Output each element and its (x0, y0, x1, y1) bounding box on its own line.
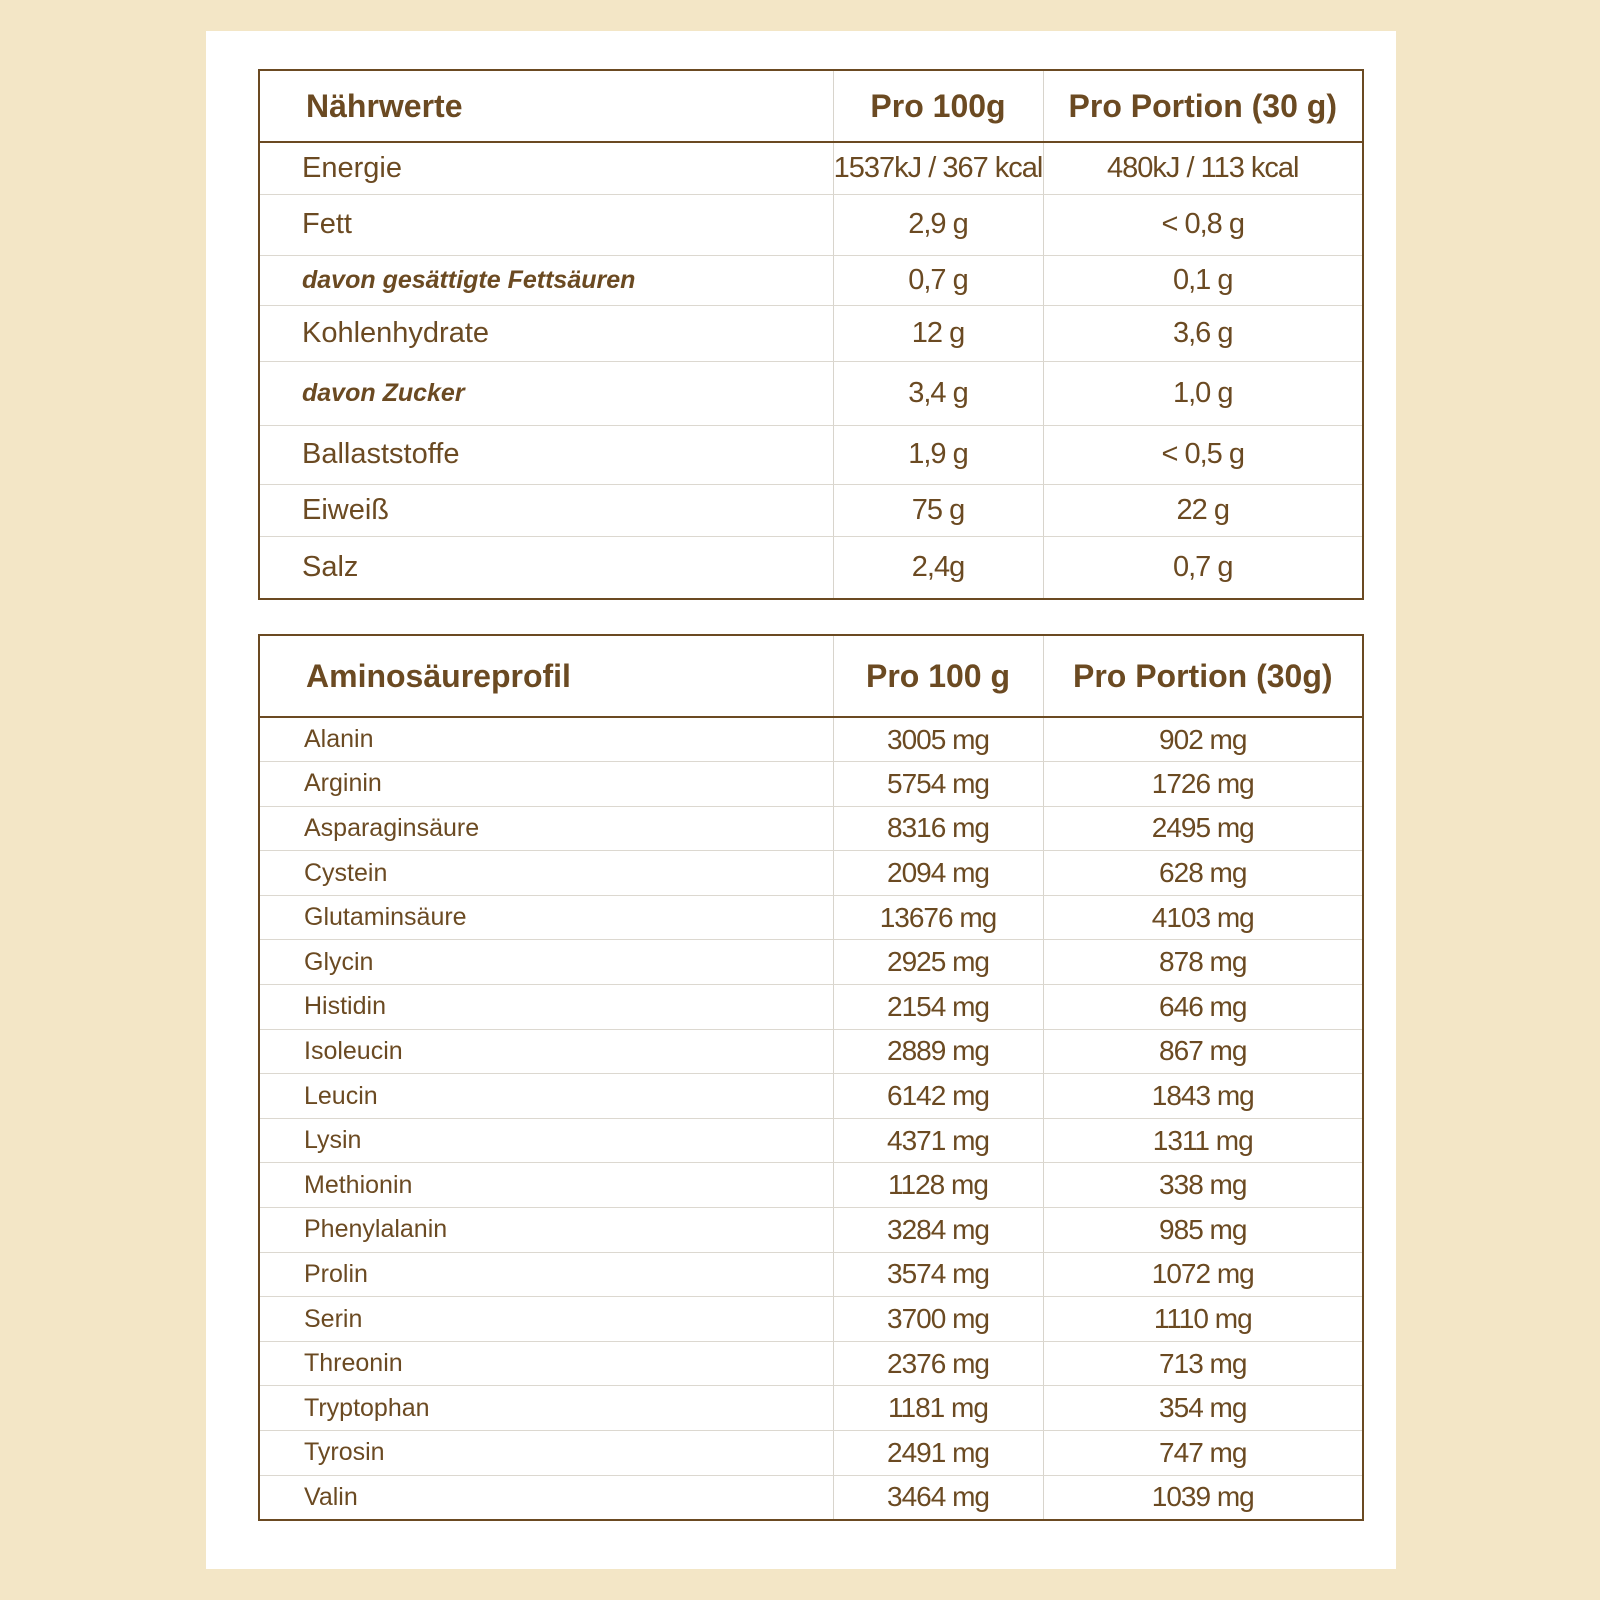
naehrwerte-header-row (259, 70, 1363, 142)
value-pro-100g: 2,9 g (833, 194, 1043, 255)
amino-acid-label: Histidin (259, 985, 833, 1030)
amino-acid-label: Tyrosin (259, 1431, 833, 1476)
value-pro-100g: 1128 mg (833, 1163, 1043, 1208)
value-pro-100g: 2925 mg (833, 940, 1043, 985)
aminosaeure-table (258, 634, 1364, 1521)
value-pro-100g: 4371 mg (833, 1118, 1043, 1163)
naehrwerte-row (259, 484, 1363, 536)
amino-acid-label: Arginin (259, 762, 833, 807)
amino-row (259, 940, 1363, 985)
amino-header-row (259, 635, 1363, 717)
value-pro-portion: 480kJ / 113 kcal (1043, 142, 1363, 194)
amino-acid-label: Prolin (259, 1252, 833, 1297)
value-pro-portion: 0,7 g (1043, 536, 1363, 599)
value-pro-100g: 1,9 g (833, 425, 1043, 484)
amino-acid-label: Serin (259, 1297, 833, 1342)
value-pro-portion: 1843 mg (1043, 1074, 1363, 1119)
value-pro-portion: < 0,8 g (1043, 194, 1363, 255)
amino-row (259, 1074, 1363, 1119)
amino-row (259, 851, 1363, 896)
value-pro-100g: 3,4 g (833, 361, 1043, 425)
amino-header-pro-100g: Pro 100 g (833, 635, 1043, 717)
amino-acid-label: Tryptophan (259, 1386, 833, 1431)
amino-row (259, 1163, 1363, 1208)
value-pro-portion: 2495 mg (1043, 806, 1363, 851)
amino-header-label: Aminosäureprofil (259, 635, 833, 717)
value-pro-portion: 747 mg (1043, 1431, 1363, 1476)
value-pro-portion: 713 mg (1043, 1341, 1363, 1386)
value-pro-portion: 646 mg (1043, 985, 1363, 1030)
naehrwerte-header-label: Nährwerte (259, 70, 833, 142)
nutrient-label: Fett (259, 194, 833, 255)
amino-body (259, 717, 1363, 1520)
value-pro-100g: 1181 mg (833, 1386, 1043, 1431)
value-pro-100g: 1537kJ / 367 kcal (833, 142, 1043, 194)
value-pro-100g: 2,4g (833, 536, 1043, 599)
value-pro-100g: 13676 mg (833, 895, 1043, 940)
value-pro-100g: 3284 mg (833, 1208, 1043, 1253)
value-pro-100g: 5754 mg (833, 762, 1043, 807)
nutrient-label: Ballaststoffe (259, 425, 833, 484)
value-pro-portion: 354 mg (1043, 1386, 1363, 1431)
value-pro-portion: 1110 mg (1043, 1297, 1363, 1342)
value-pro-100g: 75 g (833, 484, 1043, 536)
nutrient-label: Eiweiß (259, 484, 833, 536)
amino-row (259, 1208, 1363, 1253)
value-pro-100g: 12 g (833, 305, 1043, 361)
value-pro-portion: 1726 mg (1043, 762, 1363, 807)
value-pro-portion: 1311 mg (1043, 1118, 1363, 1163)
value-pro-100g: 3700 mg (833, 1297, 1043, 1342)
value-pro-portion: 338 mg (1043, 1163, 1363, 1208)
amino-header-pro-portion: Pro Portion (30g) (1043, 635, 1363, 717)
value-pro-portion: < 0,5 g (1043, 425, 1363, 484)
amino-acid-label: Methionin (259, 1163, 833, 1208)
naehrwerte-body (259, 142, 1363, 599)
amino-row (259, 1341, 1363, 1386)
nutrition-card (206, 31, 1396, 1569)
value-pro-100g: 3464 mg (833, 1475, 1043, 1520)
value-pro-portion: 1072 mg (1043, 1252, 1363, 1297)
amino-acid-label: Valin (304, 1482, 358, 1511)
value-pro-100g: 0,7 g (833, 255, 1043, 305)
amino-acid-label: Cystein (259, 851, 833, 896)
nutrient-label: davon gesättigte Fettsäuren (259, 255, 833, 305)
value-pro-portion: 867 mg (1043, 1029, 1363, 1074)
naehrwerte-header-pro-100g: Pro 100g (833, 70, 1043, 142)
naehrwerte-row (259, 425, 1363, 484)
naehrwerte-header-pro-portion: Pro Portion (30 g) (1043, 70, 1363, 142)
amino-acid-label: Leucin (259, 1074, 833, 1119)
value-pro-100g: 2094 mg (833, 851, 1043, 896)
value-pro-100g: 8316 mg (833, 806, 1043, 851)
nutrient-label: Kohlenhydrate (259, 305, 833, 361)
amino-row (259, 1252, 1363, 1297)
amino-row (259, 1386, 1363, 1431)
value-pro-portion: 22 g (1043, 484, 1363, 536)
value-pro-100g: 2491 mg (833, 1431, 1043, 1476)
naehrwerte-row (259, 536, 1363, 599)
value-pro-portion: 985 mg (1043, 1208, 1363, 1253)
amino-row (259, 1297, 1363, 1342)
value-pro-portion: 1,0 g (1043, 361, 1363, 425)
value-pro-portion: 4103 mg (1043, 895, 1363, 940)
amino-row (259, 1029, 1363, 1074)
amino-row (259, 1475, 1363, 1520)
value-pro-portion: 0,1 g (1043, 255, 1363, 305)
amino-row (259, 717, 1363, 762)
value-pro-portion: 628 mg (1043, 851, 1363, 896)
amino-acid-label: Lysin (259, 1118, 833, 1163)
amino-acid-label: Asparaginsäure (259, 806, 833, 851)
amino-acid-label: Alanin (259, 717, 833, 762)
amino-row (259, 762, 1363, 807)
amino-acid-label: Phenylalanin (259, 1208, 833, 1253)
amino-row (259, 806, 1363, 851)
value-pro-100g: 6142 mg (833, 1074, 1043, 1119)
value-pro-portion: 902 mg (1043, 717, 1363, 762)
amino-row (259, 895, 1363, 940)
value-pro-100g: 2889 mg (833, 1029, 1043, 1074)
value-pro-portion: 3,6 g (1043, 305, 1363, 361)
value-pro-100g: 2154 mg (833, 985, 1043, 1030)
value-pro-100g: 3574 mg (833, 1252, 1043, 1297)
naehrwerte-row (259, 361, 1363, 425)
amino-acid-label: Isoleucin (259, 1029, 833, 1074)
nutrient-label: Salz (302, 550, 359, 583)
nutrient-label: davon Zucker (259, 361, 833, 425)
amino-row (259, 1118, 1363, 1163)
naehrwerte-table (258, 69, 1364, 600)
value-pro-100g: 3005 mg (833, 717, 1043, 762)
amino-acid-label: Glycin (259, 940, 833, 985)
amino-row (259, 985, 1363, 1030)
naehrwerte-row (259, 194, 1363, 255)
amino-row (259, 1431, 1363, 1476)
nutrient-label: Energie (259, 142, 833, 194)
value-pro-portion: 1039 mg (1043, 1475, 1363, 1520)
naehrwerte-row (259, 255, 1363, 305)
naehrwerte-row (259, 305, 1363, 361)
amino-acid-label: Glutaminsäure (259, 895, 833, 940)
value-pro-portion: 878 mg (1043, 940, 1363, 985)
value-pro-100g: 2376 mg (833, 1341, 1043, 1386)
naehrwerte-row (259, 142, 1363, 194)
amino-acid-label: Threonin (259, 1341, 833, 1386)
